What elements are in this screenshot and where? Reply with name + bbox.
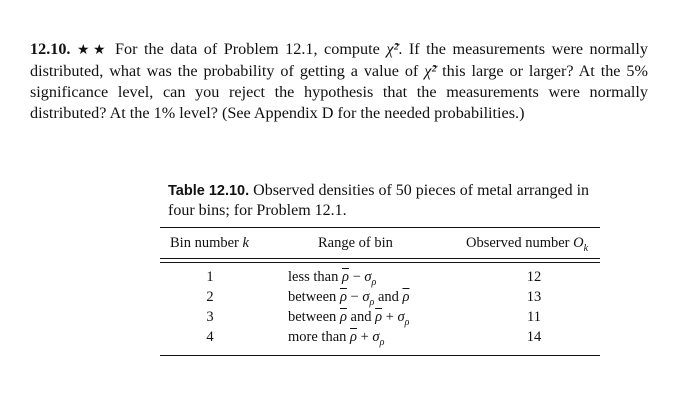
row-2-range-post: and — [374, 289, 403, 305]
sigma-symbol: σ — [372, 329, 380, 345]
problem-text-3: this large or larger? At the 5% significance level, can you reject the hypothesis that the measurements were normally distributed? At the 1% level? (See Appendix D for the needed probabilities.) — [30, 62, 648, 122]
rho-bar-symbol: $\overline{\rho}$ — [341, 269, 349, 285]
row-4-bin: 4 — [206, 329, 214, 345]
rho-bar-symbol: $\overline{\rho}$ — [339, 309, 347, 325]
table-bottom-rule — [160, 355, 600, 356]
sigma-symbol: σ — [362, 289, 370, 305]
sigma-symbol: σ — [364, 269, 372, 285]
rho-bar-symbol: $\overline{\rho}$ — [375, 309, 383, 325]
chi-squared-symbol-2: χ̃² — [424, 62, 437, 80]
row-2-bin: 2 — [206, 289, 214, 305]
row-1-observed: 12 — [526, 269, 542, 285]
row-3-range-pre: between — [288, 309, 340, 325]
row-1-range-pre: less than — [288, 269, 342, 285]
sigma-sub: ρ — [379, 336, 385, 348]
row-3-range-mid: and — [346, 309, 376, 325]
problem-number: 12.10. — [30, 40, 71, 58]
table-header-rule-2 — [160, 262, 600, 263]
row-1-range-mid: − — [348, 269, 365, 285]
header-bin-prefix: Bin number — [170, 235, 243, 251]
chi-squared-symbol: χ̃² — [386, 40, 399, 58]
row-4-range — [288, 328, 384, 352]
problem-text-1: For the data of Problem 12.1, compute — [115, 40, 387, 58]
row-2-range-mid: − — [346, 289, 363, 305]
row-4-observed: 14 — [526, 329, 542, 345]
table-header-rule-1 — [160, 258, 600, 259]
table-top-rule — [160, 227, 600, 228]
header-bin-number — [170, 234, 249, 252]
problem-statement — [30, 39, 648, 124]
row-4-range-mid: + — [356, 329, 373, 345]
row-2-range-pre: between — [288, 289, 340, 305]
header-observed-number — [466, 234, 588, 258]
difficulty-stars-icon: ★★ — [74, 42, 109, 58]
header-obs-sub: k — [583, 242, 589, 254]
row-2-observed: 13 — [526, 289, 542, 305]
header-range: Range of bin — [318, 235, 393, 251]
sigma-symbol: σ — [397, 309, 405, 325]
row-3-range-post: + — [382, 309, 398, 325]
header-obs-var: O — [573, 235, 584, 251]
rho-bar-symbol: $\overline{\rho}$ — [402, 289, 410, 305]
rho-bar-symbol: $\overline{\rho}$ — [339, 289, 347, 305]
sigma-sub: ρ — [371, 276, 377, 288]
row-4-range-pre: more than — [288, 329, 351, 345]
table-caption — [168, 181, 608, 220]
rho-bar-symbol: $\overline{\rho}$ — [350, 329, 357, 345]
row-3-observed: 11 — [527, 309, 541, 325]
row-1-bin: 1 — [206, 269, 214, 285]
table-caption-label: Table 12.10. — [168, 183, 250, 199]
sigma-sub: ρ — [369, 296, 375, 308]
row-3-bin: 3 — [206, 309, 214, 325]
header-bin-var: k — [242, 235, 249, 251]
problem-text-2: . If the measurements were normally distributed, what was the probability of getting a value of — [30, 40, 649, 80]
header-obs-prefix: Observed number — [466, 235, 574, 251]
table-caption-text: Observed densities of 50 pieces of metal arranged in four bins; for Problem 12.1. — [168, 182, 590, 219]
sigma-sub: ρ — [404, 316, 410, 328]
